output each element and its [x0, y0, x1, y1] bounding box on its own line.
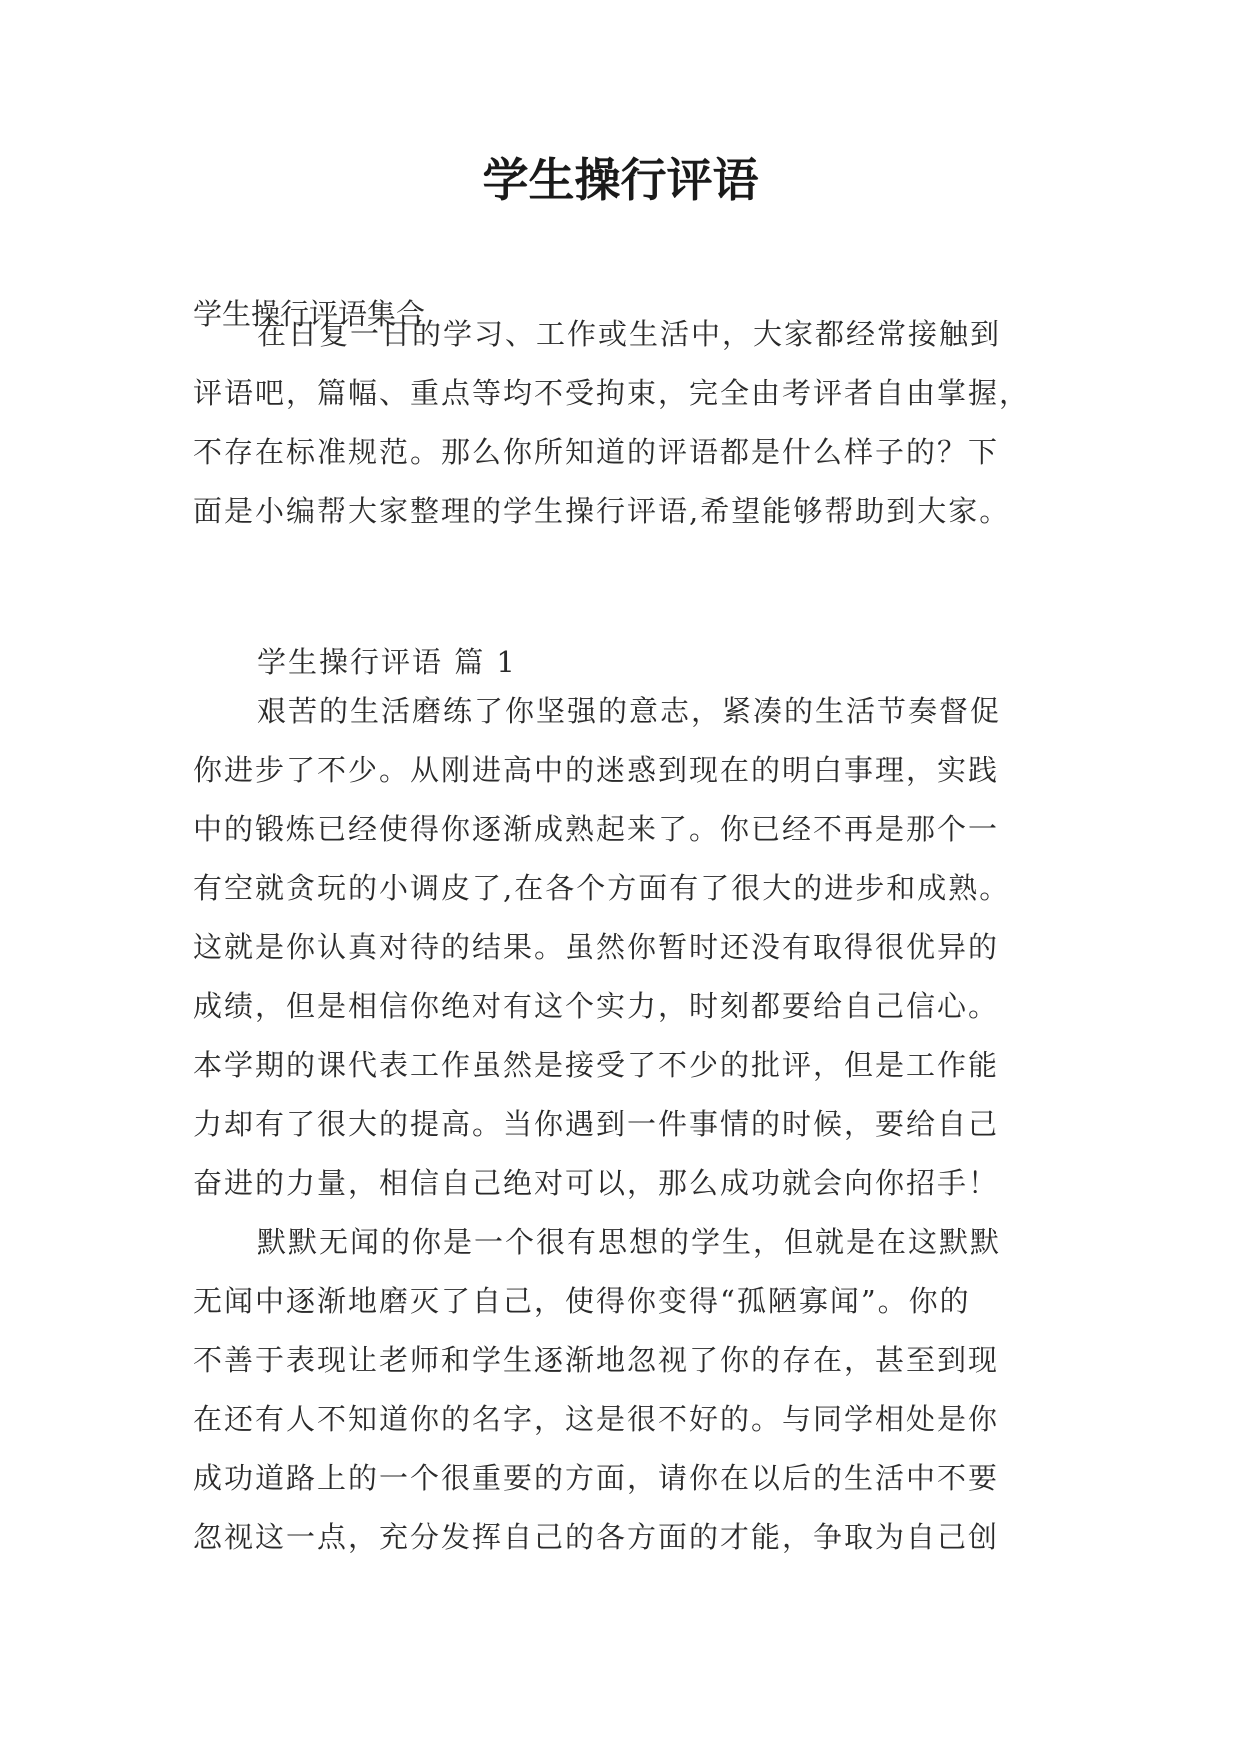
paragraph-line: 你进步了不少。从刚进高中的迷惑到现在的明白事理，实践 — [193, 753, 1000, 787]
paragraph-line: 无闻中逐渐地磨灭了自己，使得你变得“孤陋寡闻”。你的 — [193, 1284, 971, 1318]
document-subtitle: 学生操行评语集合 — [193, 297, 426, 331]
paragraph-line: 艰苦的生活磨练了你坚强的意志，紧凑的生活节奏督促 — [257, 694, 1002, 728]
comment-paragraph-2 — [193, 1213, 1063, 1567]
intro-line: 不存在标准规范。那么你所知道的评语都是什么样子的？下 — [193, 435, 1000, 469]
paragraph-line: 奋进的力量，相信自己绝对可以，那么成功就会向你招手！ — [193, 1166, 1000, 1200]
document-title: 学生操行评语 — [482, 153, 759, 207]
paragraph-line: 这就是你认真对待的结果。虽然你暂时还没有取得很优异的 — [193, 930, 1000, 964]
paragraph-line: 力却有了很大的提高。当你遇到一件事情的时候，要给自己 — [193, 1107, 1000, 1141]
intro-line: 面是小编帮大家整理的学生操行评语,希望能够帮助到大家。 — [193, 494, 1011, 528]
intro-paragraph — [193, 305, 1063, 541]
intro-line: 评语吧，篇幅、重点等均不受拘束，完全由考评者自由掌握， — [193, 376, 1031, 410]
paragraph-line: 不善于表现让老师和学生逐渐地忽视了你的存在，甚至到现 — [193, 1343, 1000, 1377]
paragraph-line: 在还有人不知道你的名字，这是很不好的。与同学相处是你 — [193, 1402, 1000, 1436]
paragraph-line: 有空就贪玩的小调皮了,在各个方面有了很大的进步和成熟。 — [193, 871, 1011, 905]
paragraph-line: 成绩，但是相信你绝对有这个实力，时刻都要给自己信心。 — [193, 989, 1000, 1023]
paragraph-line: 本学期的课代表工作虽然是接受了不少的批评，但是工作能 — [193, 1048, 1000, 1082]
section-heading: 学生操行评语 篇 1 — [257, 645, 517, 679]
paragraph-line: 中的锻炼已经使得你逐渐成熟起来了。你已经不再是那个一 — [193, 812, 1000, 846]
paragraph-line: 默默无闻的你是一个很有思想的学生，但就是在这默默 — [257, 1225, 1002, 1259]
intro-line: 在日复一日的学习、工作或生活中，大家都经常接触到 — [257, 317, 1002, 351]
paragraph-line: 忽视这一点，充分发挥自己的各方面的才能，争取为自己创 — [193, 1520, 1000, 1554]
comment-paragraph-1 — [193, 682, 1063, 1213]
paragraph-line: 成功道路上的一个很重要的方面，请你在以后的生活中不要 — [193, 1461, 1000, 1495]
